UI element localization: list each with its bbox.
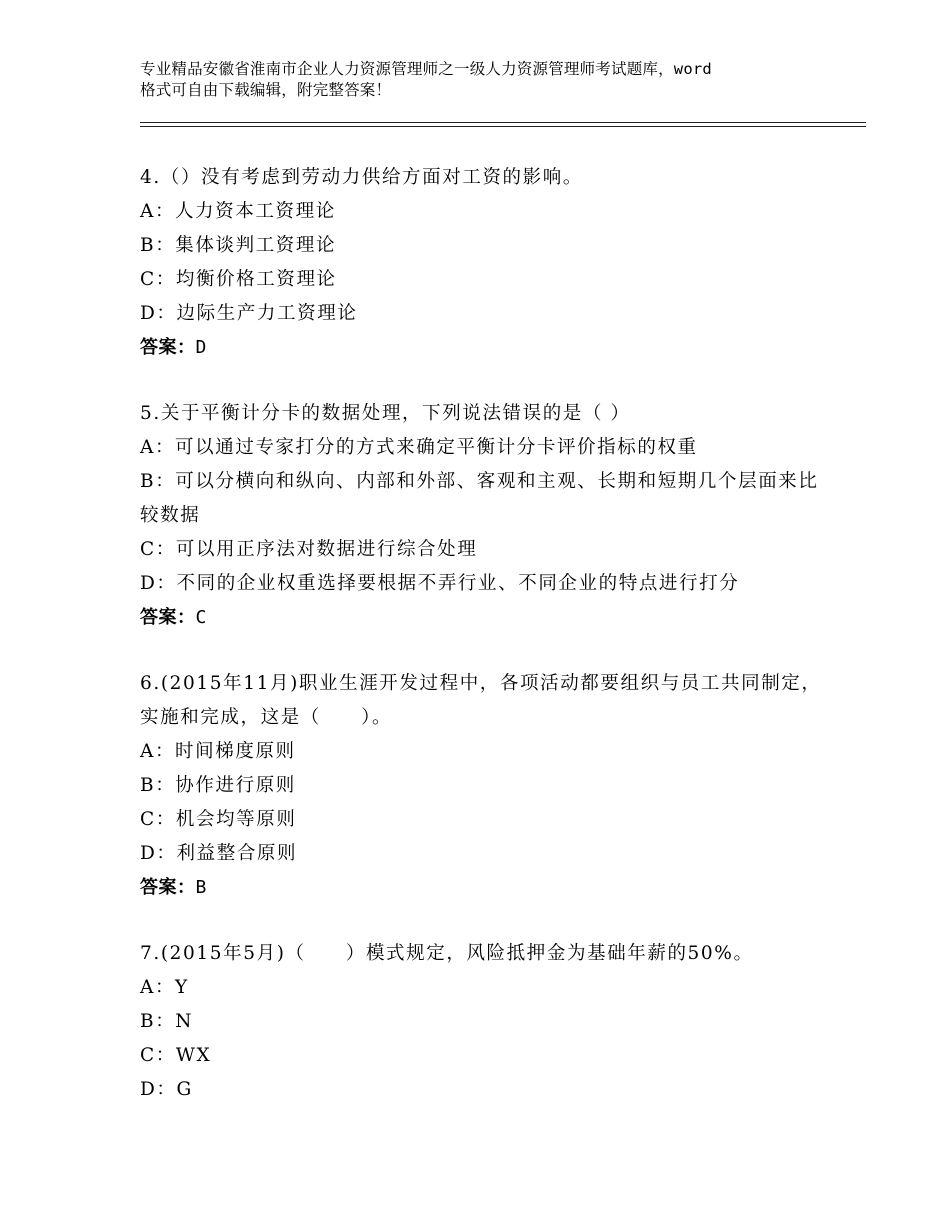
answer-label: 答案： xyxy=(140,607,196,628)
question-list xyxy=(140,161,830,1139)
question-5 xyxy=(140,397,830,635)
question-stem: 7.(2015年5月)（ ）模式规定，风险抵押金为基础年薪的50%。 xyxy=(140,943,754,964)
answer-value: C xyxy=(195,607,207,628)
option-a: A：时间梯度原则 xyxy=(140,741,296,762)
header-rule-bottom xyxy=(140,126,866,127)
header-rule-top xyxy=(140,122,866,123)
option-c: C：WX xyxy=(140,1045,212,1066)
option-c: C：均衡价格工资理论 xyxy=(140,269,337,290)
option-b: B：集体谈判工资理论 xyxy=(140,235,337,256)
answer-label: 答案： xyxy=(140,877,196,898)
option-d: D：不同的企业权重选择要根据不弄行业、不同企业的特点进行打分 xyxy=(140,573,740,594)
option-a: A：可以通过专家打分的方式来确定平衡计分卡评价指标的权重 xyxy=(140,437,698,458)
option-c: C：可以用正序法对数据进行综合处理 xyxy=(140,539,478,560)
option-c: C：机会均等原则 xyxy=(140,809,297,830)
answer-line xyxy=(140,871,830,905)
option-b: B：协作进行原则 xyxy=(140,775,296,796)
option-d: D：G xyxy=(140,1079,193,1100)
option-d: D：利益整合原则 xyxy=(140,843,298,864)
page-header xyxy=(140,59,840,101)
option-a: A：Y xyxy=(140,977,189,998)
header-title-line-1: 专业精品安徽省淮南市企业人力资源管理师之一级人力资源管理师考试题库，word xyxy=(140,60,712,78)
question-7 xyxy=(140,937,830,1107)
answer-line xyxy=(140,601,830,635)
option-a: A：人力资本工资理论 xyxy=(140,201,336,222)
question-stem: 5.关于平衡计分卡的数据处理，下列说法错误的是（ ） xyxy=(140,403,631,424)
option-b: B：可以分横向和纵向、内部和外部、客观和主观、长期和短期几个层面来比较数据 xyxy=(140,471,819,526)
question-6 xyxy=(140,667,830,905)
question-4 xyxy=(140,161,830,365)
question-stem: 4.（）没有考虑到劳动力供给方面对工资的影响。 xyxy=(140,167,583,188)
option-b: B：N xyxy=(140,1011,194,1032)
option-d: D：边际生产力工资理论 xyxy=(140,303,358,324)
answer-line xyxy=(140,331,830,365)
answer-label: 答案： xyxy=(140,337,196,358)
answer-value: B xyxy=(195,877,207,898)
header-title-line-2: 格式可自由下载编辑，附完整答案！ xyxy=(140,81,392,99)
question-stem: 6.(2015年11月)职业生涯开发过程中，各项活动都要组织与员工共同制定，实施和完成，这是（ ）。 xyxy=(140,673,822,728)
answer-value: D xyxy=(195,337,207,358)
